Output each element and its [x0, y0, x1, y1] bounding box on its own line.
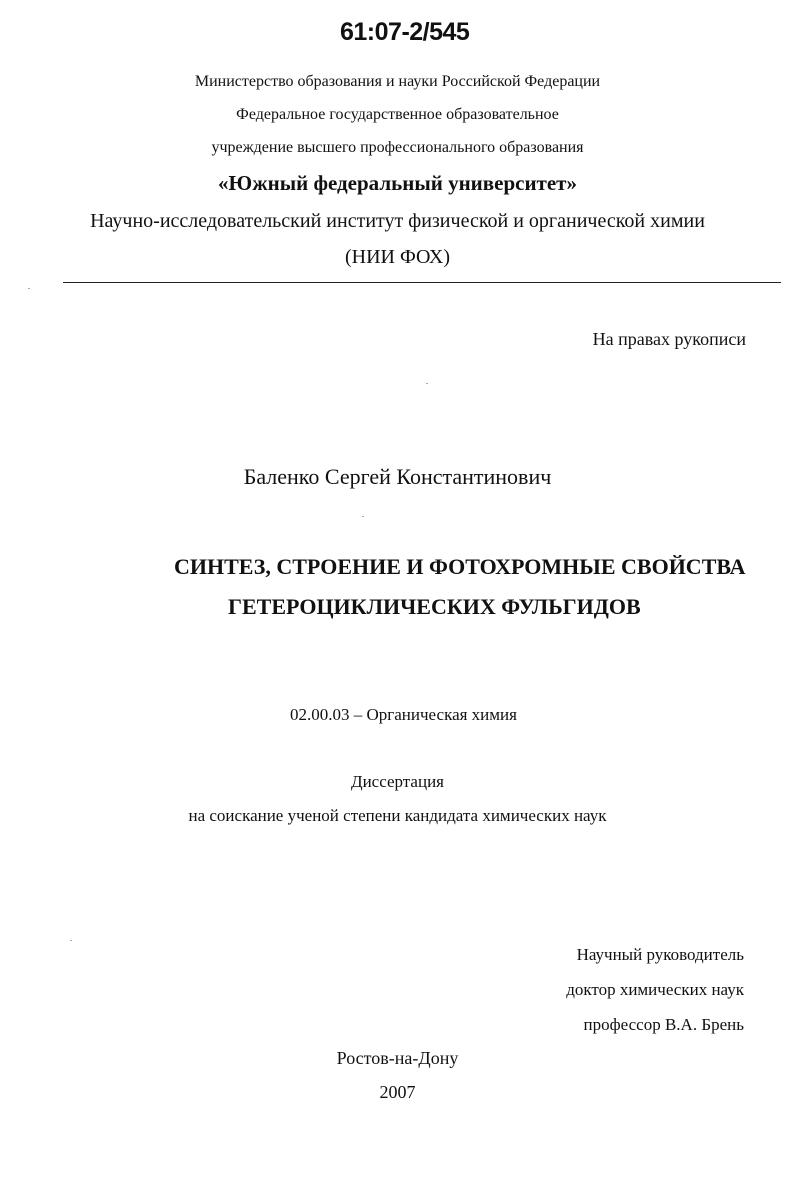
header-divider	[63, 282, 781, 283]
ministry-line: Министерство образования и науки Российской Федерации	[194, 73, 601, 90]
institution-line: учреждение высшего профессионального образования	[211, 139, 584, 156]
university-name: «Южный федеральный университет»	[218, 171, 577, 195]
specialty: 02.00.03 – Органическая химия	[290, 705, 517, 724]
title-line-1: СИНТЕЗ, СТРОЕНИЕ И ФОТОХРОМНЫЕ СВОЙСТВА	[174, 554, 746, 579]
title-line-2: ГЕТЕРОЦИКЛИЧЕСКИХ ФУЛЬГИДОВ	[228, 594, 641, 619]
city: Ростов-на-Дону	[336, 1048, 459, 1068]
institute-name: Научно-исследовательский институт физической и органической химии	[90, 210, 705, 232]
scan-speck	[426, 383, 428, 384]
dissertation-degree: на соискание ученой степени кандидата химических наук	[188, 806, 607, 825]
scan-speck	[70, 940, 72, 941]
supervisor-degree: доктор химических наук	[566, 980, 744, 999]
dissertation-label: Диссертация	[350, 772, 444, 791]
federal-line: Федеральное государственное образовательное	[236, 106, 559, 123]
supervisor-name: профессор В.А. Брень	[583, 1015, 744, 1034]
scan-speck	[362, 516, 364, 517]
year: 2007	[379, 1082, 416, 1102]
rights-note: На правах рукописи	[592, 329, 746, 349]
author-name: Баленко Сергей Константинович	[243, 464, 552, 489]
scan-speck	[28, 288, 30, 289]
supervisor-label: Научный руководитель	[576, 945, 744, 964]
institute-abbreviation: (НИИ ФОХ)	[344, 246, 451, 268]
catalog-code: 61:07-2/545	[340, 18, 470, 46]
